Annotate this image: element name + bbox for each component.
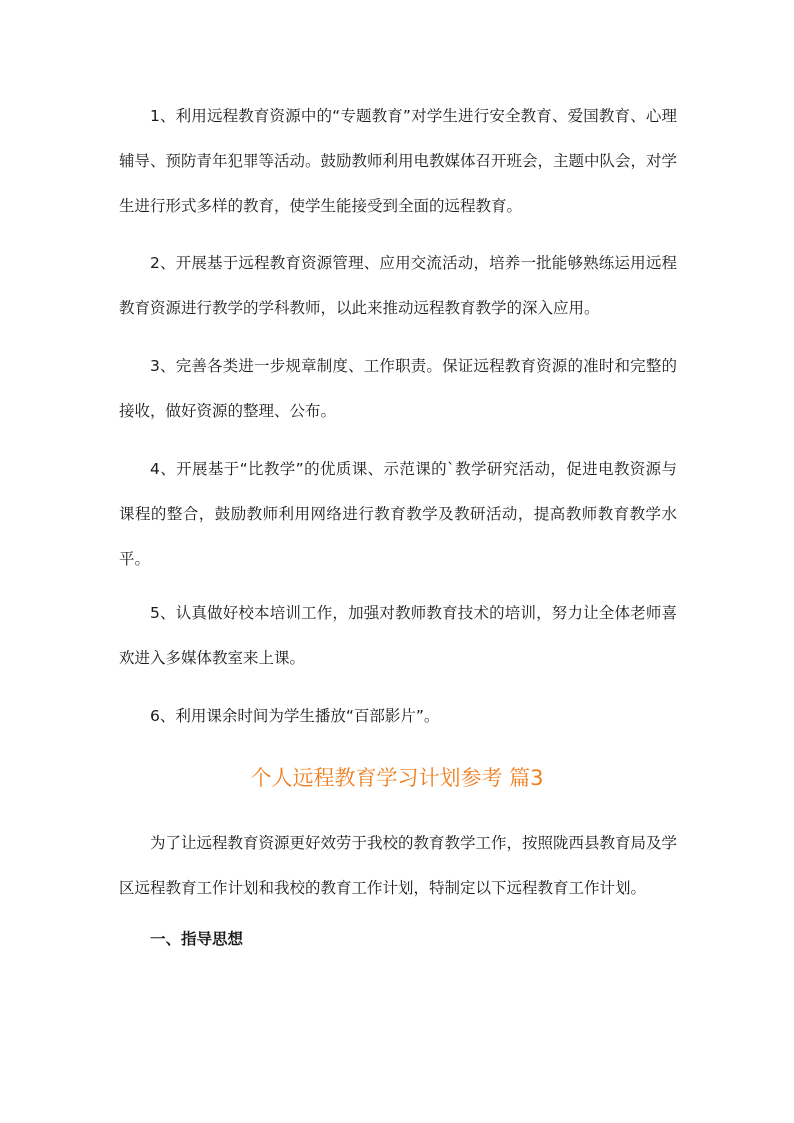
paragraph-item-3: 3、完善各类进一步规章制度、工作职责。保证远程教育资源的准时和完整的接收，做好资源的整理、公布。 bbox=[119, 357, 677, 420]
intro-paragraph: 为了让远程教育资源更好效劳于我校的教育教学工作，按照陇西县教育局及学区远程教育工作计划和我校的教育工作计划，特制定以下远程教育工作计划。 bbox=[119, 834, 678, 897]
paragraph-item-6: 6、利用课余时间为学生播放“百部影片”。 bbox=[150, 707, 440, 725]
paragraph-item-5: 5、认真做好校本培训工作，加强对教师教育技术的培训，努力让全体老师喜欢进入多媒体教室来上课。 bbox=[119, 604, 677, 667]
subheading-guiding-thought: 一、指导思想 bbox=[150, 930, 244, 948]
paragraph-item-4: 4、开展基于“比教学”的优质课、示范课的`教学研究活动，促进电教资源与课程的整合，鼓励教师利用网络进行教育教学及教研活动，提高教师教育教学水平。 bbox=[119, 460, 677, 568]
section-heading: 个人远程教育学习计划参考 篇3 bbox=[250, 766, 544, 790]
paragraph-item-1: 1、利用远程教育资源中的“专题教育”对学生进行安全教育、爱国教育、心理辅导、预防青年犯罪等活动。鼓励教师利用电教媒体召开班会，主题中队会，对学生进行形式多样的教育，使学生能接受到全面的远程教育。 bbox=[119, 107, 678, 215]
paragraph-item-2: 2、开展基于远程教育资源管理、应用交流活动，培养一批能够熟练运用远程教育资源进行教学的学科教师，以此来推动远程教育教学的深入应用。 bbox=[119, 254, 677, 317]
